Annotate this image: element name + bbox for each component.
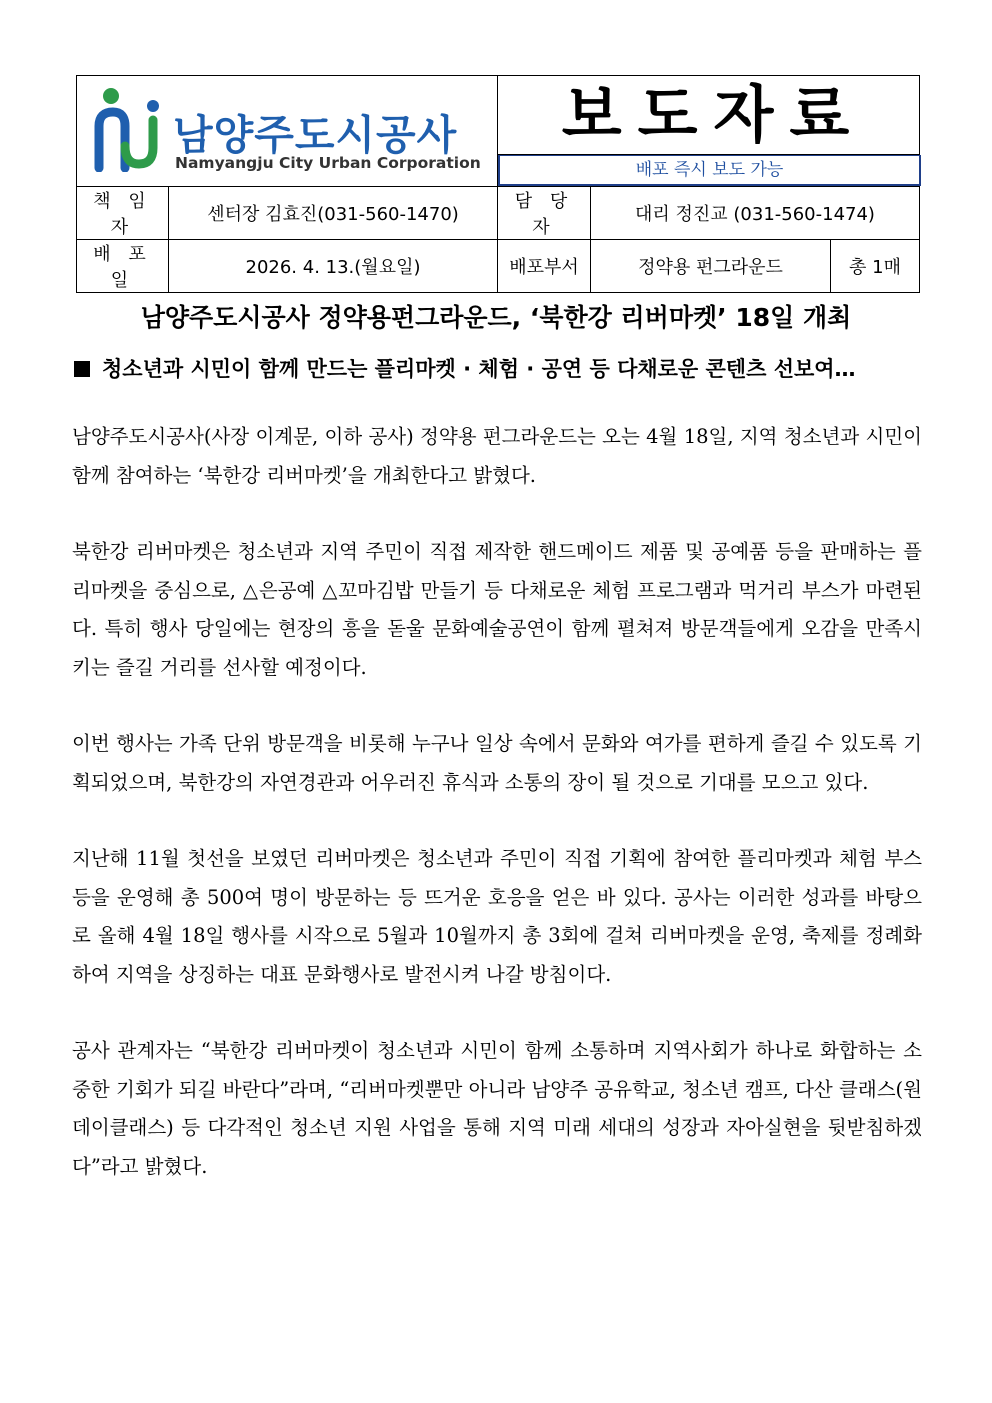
contact-value: 대리 정진교 (031-560-1474) [591,187,920,240]
manager-value: 센터장 김효진(031-560-1470) [169,187,498,240]
company-logo [91,86,491,176]
logo-korean-text: 남양주도시공사 [173,111,458,159]
department-value: 정약용 펀그라운드 [591,240,831,293]
release-date-value: 2026. 4. 13.(월요일) [169,240,498,293]
press-release-cell [498,76,920,187]
article-headline: 남양주도시공사 정약용펀그라운드, ‘북한강 리버마켓’ 18일 개최 [140,303,852,332]
article-paragraph: 북한강 리버마켓은 청소년과 지역 주민이 직접 제작한 핸드메이드 제품 및 공예품 등을 판매하는 플리마켓을 중심으로, △은공예 △꼬마김밥 만들기 등 다채로운 체험 프로그램과 먹거리 부스가 마련된다. 특히 행사 당일에는 현장의 흥을 돋울 문화예술공연이 함께 펼쳐져 방문객들에게 오감을 만족시키는 즐길 거리를 선사할 예정이다. [72,540,922,679]
article-subheadline: 청소년과 시민이 함께 만드는 플리마켓 · 체험 · 공연 등 다채로운 콘텐츠 선보여… [102,357,856,381]
header-table [76,75,920,293]
article-body [72,418,922,1224]
logo-mark-icon [91,86,167,172]
contact-label: 담 당 자 [498,187,591,240]
release-date-label: 배 포 일 [77,240,169,293]
article-subheadline-row [74,353,856,383]
article-paragraph: 남양주도시공사(사장 이계문, 이하 공사) 정약용 펀그라운드는 오는 4월 18일, 지역 청소년과 시민이 함께 참여하는 ‘북한강 리버마켓’을 개최한다고 밝혔다. [72,425,922,487]
press-release-title: 보도자료 [498,76,919,155]
article-paragraph: 이번 행사는 가족 단위 방문객을 비롯해 누구나 일상 속에서 문화와 여가를 편하게 즐길 수 있도록 기획되었으며, 북한강의 자연경관과 어우러진 휴식과 소통의 장이 될 것으로 기대를 모으고 있다. [72,732,922,794]
department-label: 배포부서 [498,240,591,293]
square-bullet-icon [74,361,90,377]
logo-english-text: Namyangju City Urban Corporation [175,154,481,172]
release-note: 배포 즉시 보도 가능 [498,155,921,186]
article-paragraph: 지난해 11월 첫선을 보였던 리버마켓은 청소년과 주민이 직접 기획에 참여한 플리마켓과 체험 부스 등을 운영해 총 500여 명이 방문하는 등 뜨거운 호응을 얻은 바 있다. 공사는 이러한 성과를 바탕으로 올해 4월 18일 행사를 시작으로 5월과 10월까지 총 3회에 걸쳐 리버마켓을 운영, 축제를 정례화하여 지역을 상징하는 대표 문화행사로 발전시켜 나갈 방침이다. [72,847,922,986]
logo-cell [77,76,498,187]
manager-label: 책 임 자 [77,187,169,240]
page-count: 총 1매 [831,240,920,293]
article-paragraph: 공사 관계자는 “북한강 리버마켓이 청소년과 시민이 함께 소통하며 지역사회가 하나로 화합하는 소중한 기회가 되길 바란다”라며, “리버마켓뿐만 아니라 남양주 공유학교, 청소년 캠프, 다산 클래스(원데이클래스) 등 다각적인 청소년 지원 사업을 통해 지역 미래 세대의 성장과 자아실현을 뒷받침하겠다”라고 밝혔다. [72,1039,922,1178]
